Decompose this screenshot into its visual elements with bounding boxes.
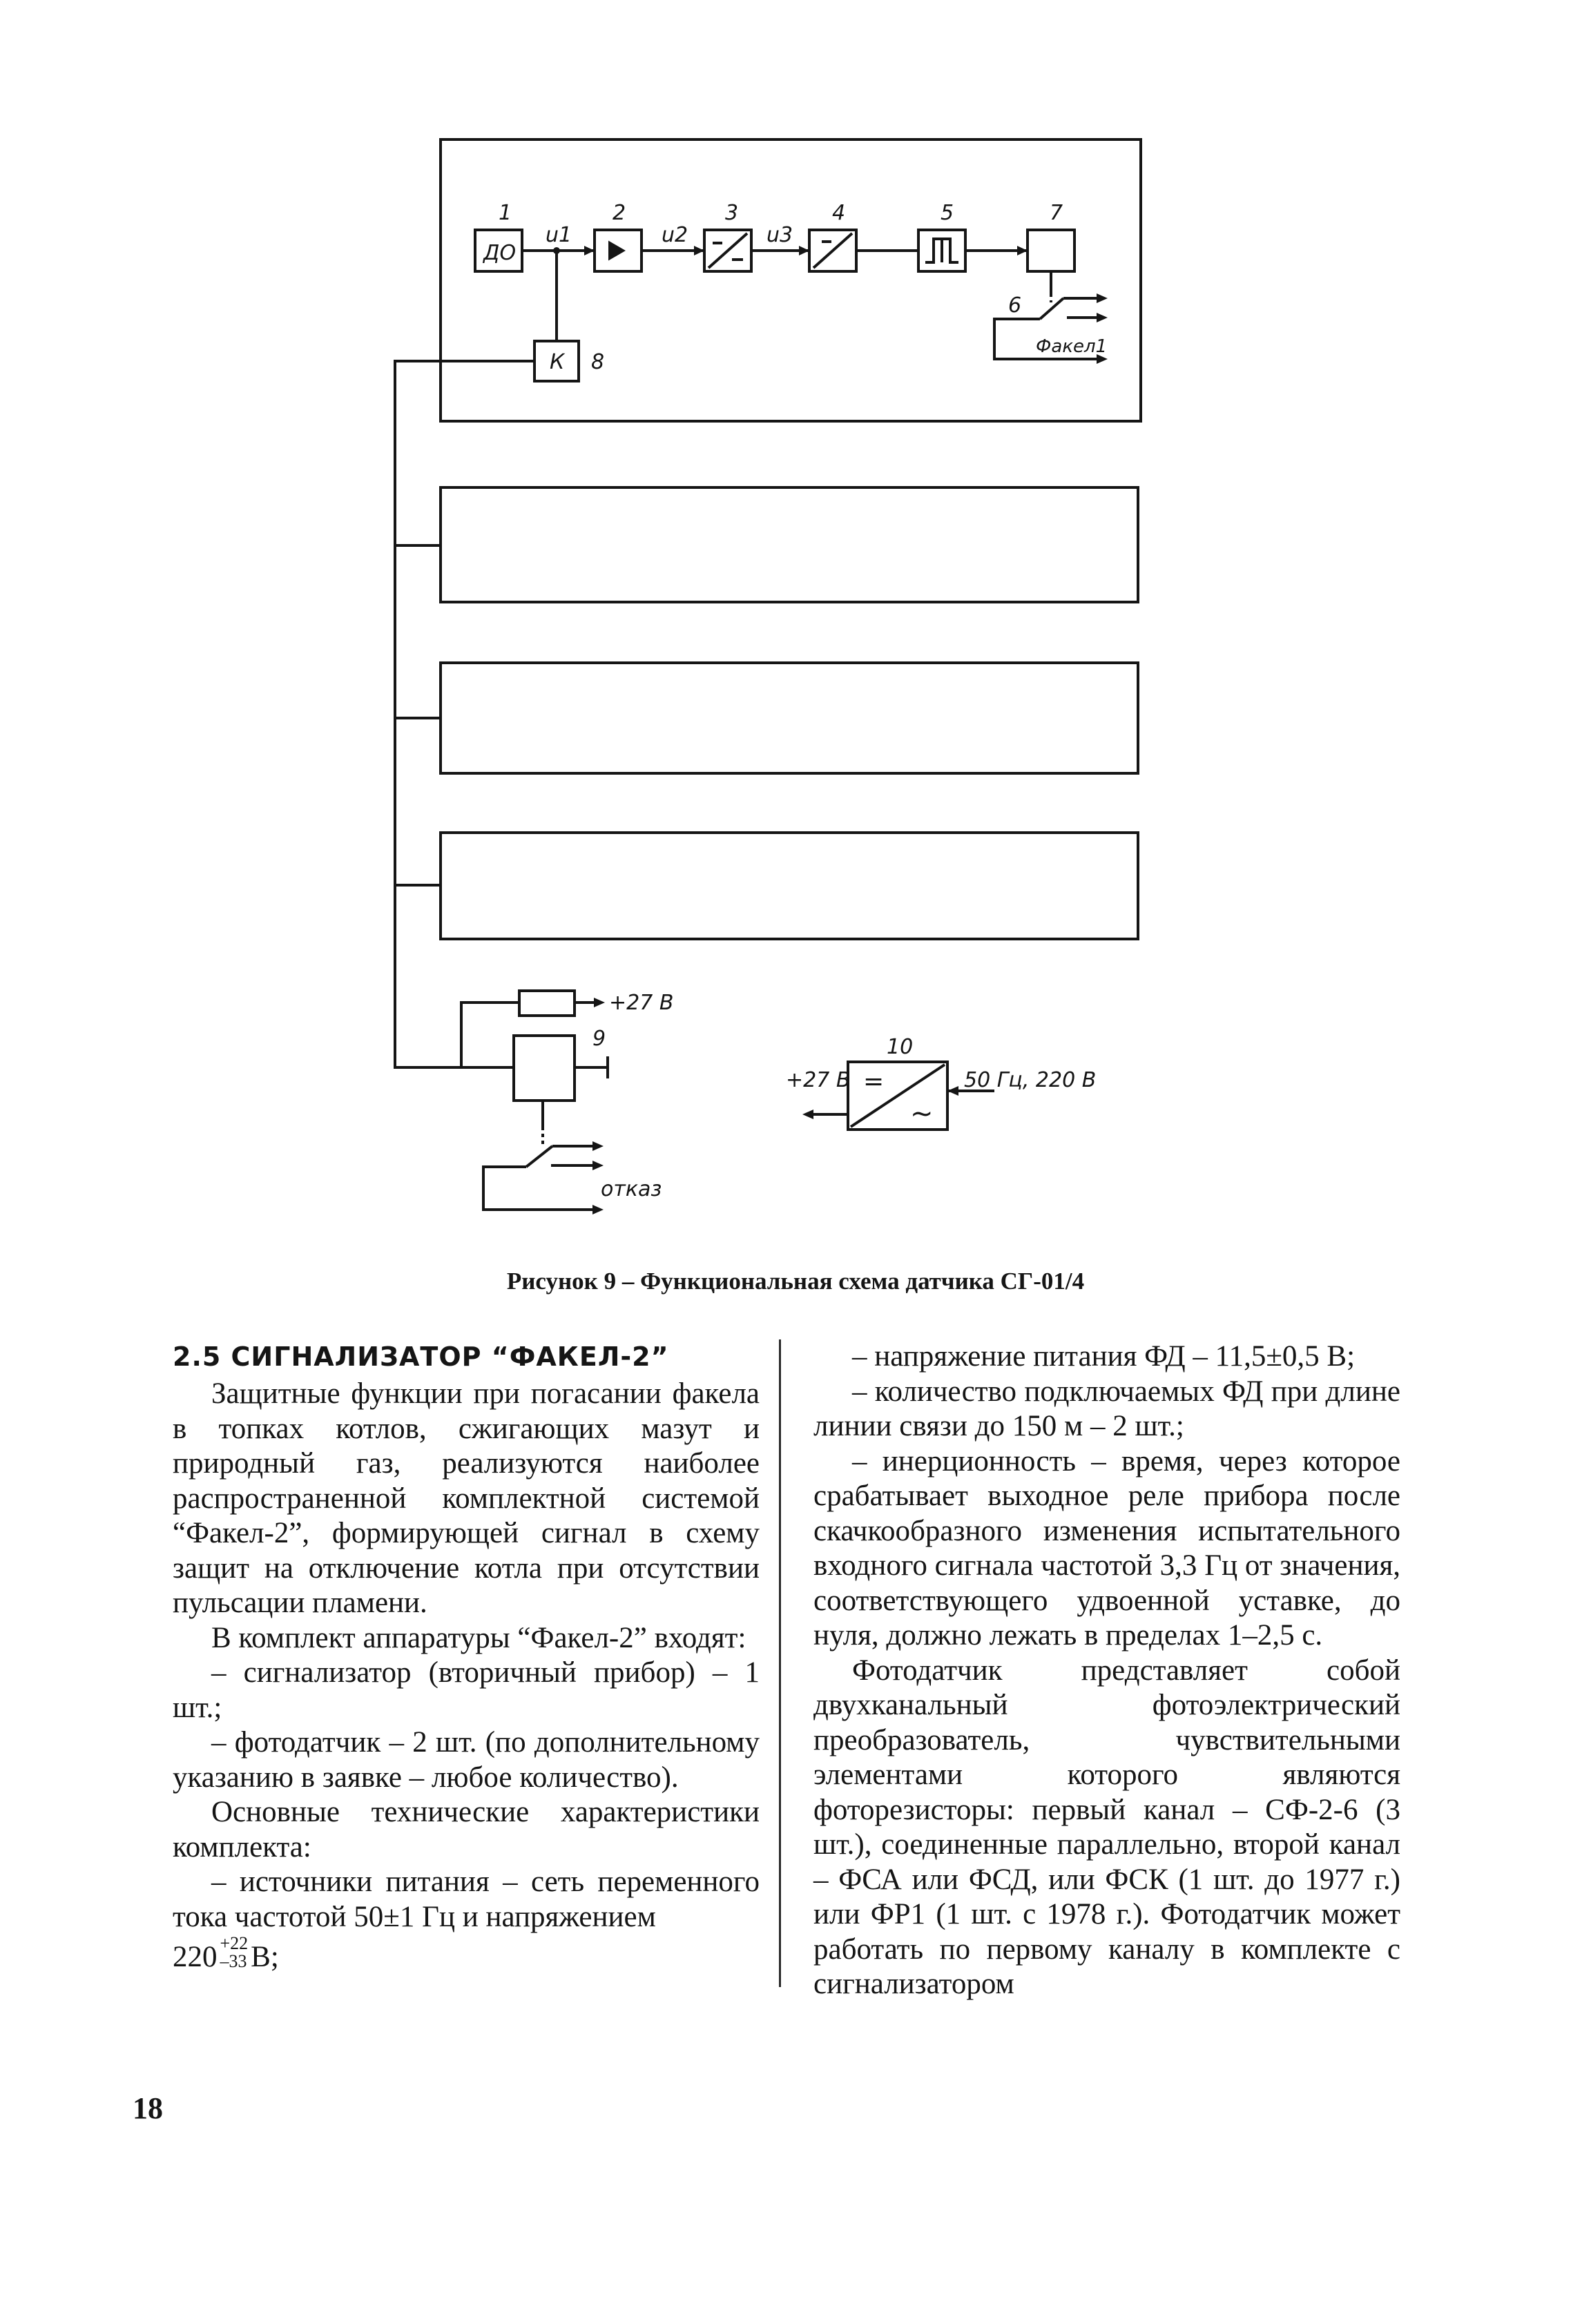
label-b8-text: К [550, 350, 565, 374]
left-paragraph-2: В комплект аппаратуры “Факел-2” входят: [211, 1621, 746, 1654]
right-paragraph-3: – инерционность – время, через которое срабатывает выходное реле прибора после скачкообразного изменения испытательного входного сигнала частотой 3,3 Гц от значения, соответствующего удвоенной уставке, до нуля, должно лежать в пределах 1–2,5 с. [813, 1444, 1400, 1652]
label-mains: 50 Гц, 220 В [964, 1068, 1097, 1092]
label-b10-eq: = [863, 1067, 885, 1096]
label-u3: u3 [766, 223, 793, 247]
resistor [519, 991, 575, 1016]
figure-caption: Рисунок 9 – Функциональная схема датчика СГ-01/4 [506, 1268, 1085, 1295]
left-paragraph-1: Защитные функции при погасании факела в топках котлов, сжигающих мазут и природный газ, реализуются наиболее распространенной комплектной системой “Факел-2”, формирующей сигнал в схему защит на отключение котла при отсутствии пульсации пламени. [173, 1377, 760, 1619]
right-paragraph-1: – напряжение питания ФД – 11,5±0,5 В; [852, 1340, 1356, 1373]
label-b10-num: 10 [887, 1035, 914, 1059]
label-fakel: Факел1 [1036, 336, 1108, 357]
column-divider [779, 1339, 781, 1987]
page-number: 18 [133, 2091, 163, 2125]
label-b10-tilde: ~ [910, 1098, 934, 1130]
label-b5-num: 5 [941, 201, 954, 225]
label-b8-num: 8 [591, 350, 605, 374]
label-b1-num: 1 [499, 201, 512, 225]
label-b9-num: 9 [592, 1027, 606, 1051]
label-u2: u2 [662, 223, 688, 247]
label-otkaz: отказ [601, 1177, 662, 1201]
left-paragraph-6: – источники питания – сеть переменного тока частотой 50±1 Гц и напряжением [173, 1866, 760, 1933]
module-1-frame [441, 139, 1141, 421]
block-9 [514, 1036, 575, 1101]
right-paragraph-2: – количество подключаемых ФД при длине линии связи до 150 м – 2 шт.; [813, 1375, 1400, 1442]
label-plus27-top: +27 В [609, 991, 674, 1015]
voltage-unit: В; [251, 1941, 279, 1973]
module-2-frame [441, 487, 1138, 602]
voltage-tol-plus: +22 [220, 1933, 249, 1954]
left-paragraph-4: – фотодатчик – 2 шт. (по дополнительному указанию в заявке – любое количество). [173, 1726, 760, 1794]
label-b2-num: 2 [613, 201, 626, 225]
left-paragraph-3: – сигнализатор (вторичный прибор) – 1 шт.; [173, 1656, 760, 1724]
module-3-frame [441, 663, 1138, 773]
left-paragraph-7 [173, 1933, 760, 1977]
right-paragraph-4: Фотодатчик представляет собой двухканальный фотоэлектрический преобразователь, чувствительными элементами которого являются фоторезисторы: первый канал – СФ-2-6 (3 шт.), соединенные параллельно, второй канал – ФСА или ФСД, или ФСК (1 шт. до 1977 г.) или ФР1 (1 шт. с 1978 г.). Фотодатчик может работать по первому каналу в комплекте с сигнализатором [813, 1654, 1400, 2000]
label-b4-num: 4 [832, 201, 846, 225]
voltage-value: 220 [173, 1941, 218, 1973]
voltage-tolerance [220, 1935, 249, 1970]
label-u1: u1 [546, 223, 572, 247]
label-plus27-left: +27 В [786, 1068, 851, 1092]
label-b3-num: 3 [725, 201, 739, 225]
voltage-tol-minus: –33 [220, 1951, 247, 1972]
label-b1-text: ДО [483, 241, 517, 265]
label-relay: 6 [1008, 293, 1022, 318]
left-column [173, 1339, 760, 1977]
module-4-frame [441, 833, 1138, 939]
label-b7-num: 7 [1050, 201, 1063, 225]
section-heading: 2.5 СИГНАЛИЗАТОР “ФАКЕЛ-2” [173, 1342, 669, 1372]
left-paragraph-5: Основные технические характеристики комплекта: [173, 1796, 760, 1863]
block-7 [1028, 230, 1074, 271]
right-column [813, 1339, 1400, 2002]
